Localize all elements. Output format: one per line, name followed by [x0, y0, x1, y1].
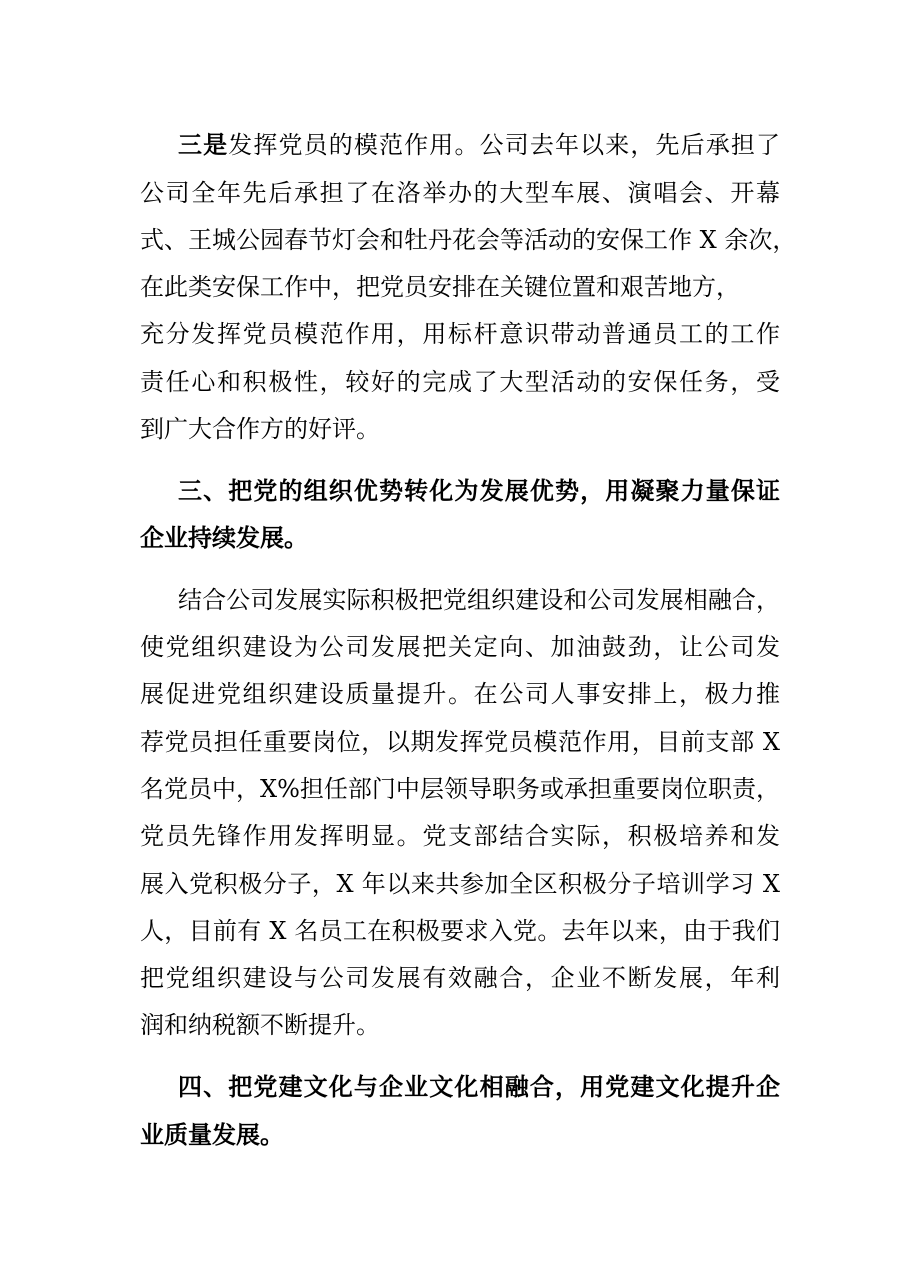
paragraph-1-line-1 — [178, 127, 780, 163]
paragraph-2-line-8: 人，目前有 X 名员工在积极要求入党。去年以来，由于我们 — [140, 917, 780, 945]
paragraph-1-line-7: 到广大合作方的好评。 — [140, 415, 380, 443]
heading-4-line-2: 业质量发展。 — [140, 1120, 284, 1149]
paragraph-1-line-3: 式、王城公园春节灯会和牡丹花会等活动的安保工作 X 余次， — [140, 226, 797, 254]
paragraph-2-line-5: 名党员中，X%担任部门中层领导职务或承担重要岗位职责， — [140, 775, 780, 803]
paragraph-1-lead: 三是 — [178, 130, 229, 159]
paragraph-2-line-3: 展促进党组织建设质量提升。在公司人事安排上，极力推 — [140, 680, 780, 708]
paragraph-1-line-2: 公司全年先后承担了在洛举办的大型车展、演唱会、开幕 — [140, 179, 780, 207]
paragraph-2-line-9: 把党组织建设与公司发展有效融合，企业不断发展，年利 — [140, 964, 780, 992]
paragraph-1-line-5: 充分发挥党员模范作用，用标杆意识带动普通员工的工作 — [140, 320, 780, 348]
paragraph-2-line-6: 党员先锋作用发挥明显。党支部结合实际，积极培养和发 — [140, 822, 780, 850]
paragraph-1-line-4: 在此类安保工作中，把党员安排在关键位置和艰苦地方， — [140, 273, 740, 301]
paragraph-2-line-2: 使党组织建设为公司发展把关定向、加油鼓劲，让公司发 — [140, 633, 780, 661]
heading-4-line-1: 四、把党建文化与企业文化相融合，用党建文化提升企 — [178, 1072, 780, 1101]
paragraph-2-line-1: 结合公司发展实际积极把党组织建设和公司发展相融合， — [178, 586, 780, 614]
paragraph-2-line-4: 荐党员担任重要岗位，以期发挥党员模范作用，目前支部 X — [140, 728, 780, 756]
paragraph-1-line-6: 责任心和积极性，较好的完成了大型活动的安保任务，受 — [140, 368, 780, 396]
paragraph-1-line-1-text: 发挥党员的模范作用。公司去年以来，先后承担了 — [228, 131, 781, 159]
paragraph-2-line-7: 展入党积极分子，X 年以来共参加全区积极分子培训学习 X — [140, 870, 780, 898]
heading-3-line-2: 企业持续发展。 — [140, 523, 308, 552]
paragraph-2-line-10: 润和纳税额不断提升。 — [140, 1011, 380, 1039]
heading-3-line-1: 三、把党的组织优势转化为发展优势，用凝聚力量保证 — [178, 476, 780, 505]
